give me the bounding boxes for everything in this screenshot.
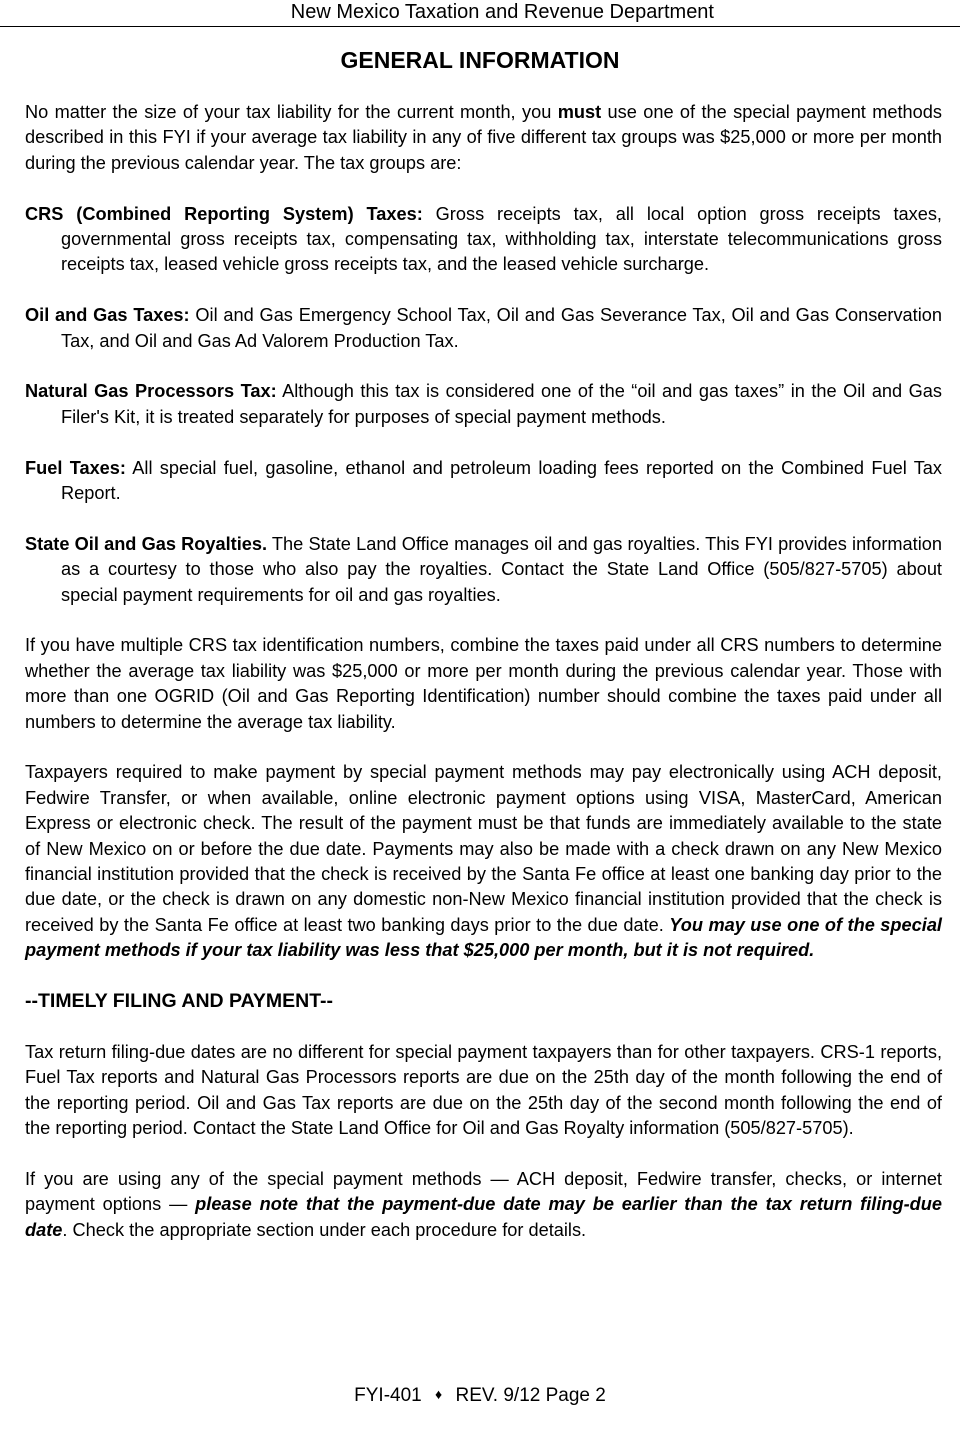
group-text: Although this tax is considered one of the “oil and gas taxes” in the Oil and Gas Filer's Kit, it is treated separately for purposes of special payment methods. bbox=[61, 381, 943, 427]
group-label: Natural Gas Processors Tax: bbox=[25, 381, 277, 402]
group-label: State Oil and Gas Royalties. bbox=[25, 533, 268, 554]
intro-text-a: No matter the size of your tax liability for the current month, you bbox=[25, 102, 558, 122]
timely-heading: --TIMELY FILING AND PAYMENT-- bbox=[25, 990, 334, 1013]
final-text-b: . Check the appropriate section under each procedure for details. bbox=[62, 1219, 587, 1240]
page-header bbox=[0, 0, 714, 24]
form-number: FYI-401 bbox=[354, 1385, 422, 1406]
intro-text-b: use one of the special payment methods described in this FYI if your average tax liability in any of five different tax groups was $25,000 or more per month during the previous calendar year. The tax groups are: bbox=[25, 102, 942, 173]
group-crs bbox=[25, 202, 942, 278]
group-label: CRS (Combined Reporting System) Taxes: bbox=[25, 203, 423, 224]
timely-paragraph: Tax return filing-due dates are no different for special payment taxpayers than for other taxpayers. CRS-1 reports, Fuel Tax reports and Natural Gas Processors reports are due on the 25th day of the month following the end of the reporting period. Oil and Gas Tax reports are due on the 25th day of the second month following the end of the reporting period. Contact the State Land Office for Oil and Gas Royalty information (505/827-5705). bbox=[25, 1041, 942, 1139]
payment-emphasis: You may use one of the special payment methods if your tax liability was less that $25,000 per month, but it is not required. bbox=[25, 914, 942, 961]
intro-paragraph bbox=[25, 100, 942, 176]
final-emphasis: please note that the payment-due date may be earlier than the tax return filing-due date bbox=[25, 1194, 942, 1240]
group-natural-gas bbox=[25, 379, 942, 430]
group-label: Fuel Taxes: bbox=[25, 457, 126, 478]
revision-page: REV. 9/12 Page 2 bbox=[455, 1385, 606, 1406]
group-royalties bbox=[25, 532, 942, 608]
final-text-a: If you are using any of the special payment methods — ACH deposit, Fedwire transfer, checks, or internet payment options — bbox=[25, 1168, 942, 1215]
group-text: The State Land Office manages oil and gas royalties. This FYI provides information as a courtesy to those who also pay the royalties. Contact the State Land Office (505/827-5705) about special payment requirements for oil and gas royalties. bbox=[61, 533, 942, 605]
final-paragraph bbox=[25, 1167, 942, 1243]
group-oil-gas bbox=[25, 303, 942, 354]
payment-text: Taxpayers required to make payment by special payment methods may pay electronically using ACH deposit, Fedwire Transfer, or when available, online electronic payment options using VISA, MasterCard, American Express or electronic check. The result of the payment must be that funds are immediately available to the state of New Mexico on or before the due date. Payments may also be made with a check drawn on any New Mexico financial institution provided that the check is received by the Santa Fe office at least one banking day prior to the due date, or the check is drawn on any domestic non-New Mexico financial institution provided that the check is received by the Santa Fe office at least two banking days prior to the due date. bbox=[25, 762, 942, 935]
intro-must: must bbox=[557, 102, 602, 122]
diamond-icon: ♦ bbox=[435, 1386, 443, 1402]
page-footer bbox=[0, 1382, 960, 1408]
group-text: All special fuel, gasoline, ethanol and petroleum loading fees reported on the Combined Fuel Tax Report. bbox=[61, 457, 943, 504]
group-fuel bbox=[25, 456, 942, 507]
group-label: Oil and Gas Taxes: bbox=[25, 305, 190, 326]
payment-paragraph bbox=[25, 760, 942, 963]
group-text: Gross receipts tax, all local option gross receipts taxes, governmental gross receipts tax, compensating tax, withholding tax, interstate telecommunications gross receipts tax, leased vehicle gross receipts tax, and the leased vehicle surcharge. bbox=[61, 203, 942, 275]
department-name: New Mexico Taxation and Revenue Department bbox=[290, 1, 714, 23]
header-rule bbox=[0, 26, 960, 27]
page-title: GENERAL INFORMATION bbox=[340, 47, 620, 73]
group-text: Oil and Gas Emergency School Tax, Oil and Gas Severance Tax, Oil and Gas Conservation Tax, and Oil and Gas Ad Valorem Production Tax. bbox=[61, 305, 942, 351]
document-body bbox=[25, 100, 942, 1269]
multiple-crs-paragraph: If you have multiple CRS tax identification numbers, combine the taxes paid under all CRS numbers to determine whether the average tax liability was $25,000 or more per month during the previous calendar year. Those with more than one OGRID (Oil and Gas Reporting Identification) number should combine the taxes paid under all numbers to determine the average tax liability. bbox=[25, 635, 942, 732]
